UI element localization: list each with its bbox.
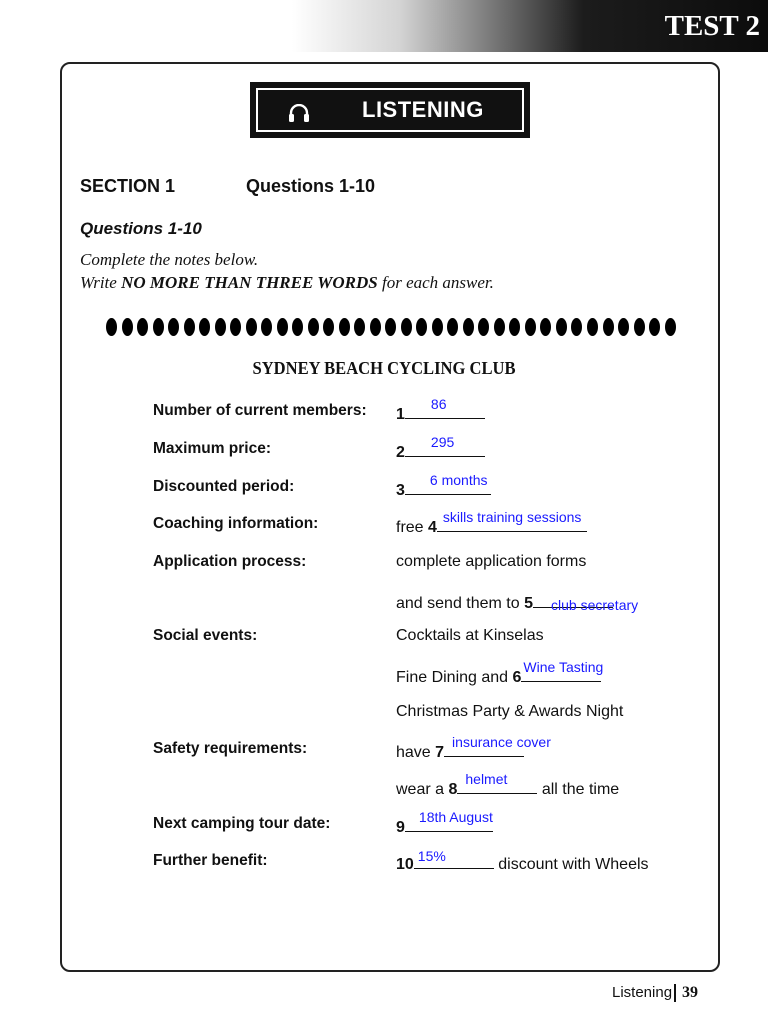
row-label-members: Number of current members: <box>153 402 367 419</box>
answer-row-3: 3 6 months <box>396 478 491 500</box>
divider-dot <box>106 318 117 336</box>
listening-label: LISTENING <box>362 97 484 122</box>
divider-dot <box>339 318 350 336</box>
listening-badge <box>250 82 530 138</box>
divider-dot <box>199 318 210 336</box>
divider-dot <box>665 318 676 336</box>
divider-dot <box>230 318 241 336</box>
row-label-benefit: Further benefit: <box>153 852 268 869</box>
divider-dot <box>137 318 148 336</box>
divider-dot <box>153 318 164 336</box>
divider-dot <box>354 318 365 336</box>
answer-row-7: have 7 insurance cover <box>396 734 551 761</box>
answer-blank-9[interactable] <box>405 809 493 832</box>
club-title: SYDNEY BEACH CYCLING CLUB <box>252 358 516 378</box>
answer-row-8: wear a 8 helmet all the time <box>396 771 620 798</box>
divider-dot <box>215 318 226 336</box>
section-label: SECTION 1 <box>80 176 176 196</box>
divider-dot <box>370 318 381 336</box>
page-number: 39 <box>682 984 699 1001</box>
divider-dot <box>494 318 505 336</box>
divider-dot <box>509 318 520 336</box>
answer-row-4: free 4 skills training sessions <box>396 515 587 537</box>
answer-row-10: 10 15% discount with Wheels <box>396 848 649 873</box>
divider-dot <box>478 318 489 336</box>
answer-2: 295 <box>430 434 455 450</box>
divider-dot <box>540 318 551 336</box>
divider-dot <box>525 318 536 336</box>
application-text: complete application forms <box>396 553 587 570</box>
divider-dot <box>168 318 179 336</box>
answer-9: 18th August <box>418 809 493 825</box>
divider-dot <box>292 318 303 336</box>
answer-blank-8[interactable] <box>457 771 537 794</box>
social-event-1: Cocktails at Kinselas <box>396 627 544 644</box>
divider-dot <box>556 318 567 336</box>
row-label-camping: Next camping tour date: <box>153 815 331 832</box>
answer-6: Wine Tasting <box>523 659 604 675</box>
answer-blank-1[interactable] <box>405 396 485 419</box>
divider-dot <box>432 318 443 336</box>
divider-dot <box>261 318 272 336</box>
divider-dot <box>618 318 629 336</box>
answer-row-1: 1 86 <box>396 402 485 424</box>
answer-row-9: 9 18th August <box>396 809 493 836</box>
answer-blank-3[interactable] <box>405 472 491 495</box>
answer-3: 6 months <box>429 472 488 488</box>
word-limit: NO MORE THAN THREE WORDS <box>121 273 378 292</box>
page-footer <box>612 984 698 1002</box>
footer-label: Listening <box>612 984 673 1001</box>
divider-dot <box>447 318 458 336</box>
answer-blank-2[interactable] <box>405 434 485 457</box>
answer-row-5: and send them to 5 club secretary <box>396 591 613 613</box>
divider-dot <box>603 318 614 336</box>
questions-subheading: Questions 1-10 <box>80 219 202 238</box>
questions-heading: Questions 1-10 <box>246 176 376 196</box>
answer-row-2: 2 295 <box>396 440 485 462</box>
divider-dot <box>323 318 334 336</box>
divider-dot <box>277 318 288 336</box>
divider-dot <box>401 318 412 336</box>
divider-dot <box>184 318 195 336</box>
answer-8: helmet <box>465 771 508 787</box>
answer-1: 86 <box>430 396 447 412</box>
divider-dot <box>416 318 427 336</box>
divider-dot <box>649 318 660 336</box>
divider-dot <box>634 318 645 336</box>
divider-dot <box>587 318 598 336</box>
answer-7: insurance cover <box>452 734 551 750</box>
row-label-coaching: Coaching information: <box>153 515 319 532</box>
test-label: TEST 2 <box>664 10 760 42</box>
divider-dot <box>385 318 396 336</box>
answer-blank-6[interactable] <box>521 659 604 682</box>
row-label-discounted-period: Discounted period: <box>153 478 295 495</box>
divider-dot <box>122 318 133 336</box>
row-label-price: Maximum price: <box>153 440 272 457</box>
answer-5: club secretary <box>551 597 639 613</box>
divider-dot <box>308 318 319 336</box>
instruction-line-1: Complete the notes below. <box>80 250 259 269</box>
divider-dot <box>246 318 257 336</box>
dot-divider <box>106 316 676 338</box>
answer-blank-5[interactable] <box>533 591 639 613</box>
headphones-icon <box>288 104 310 122</box>
answer-10: 15% <box>417 848 446 864</box>
divider-dot <box>571 318 582 336</box>
answer-row-6: Fine Dining and 6 Wine Tasting <box>396 659 604 686</box>
social-event-3: Christmas Party & Awards Night <box>396 703 624 720</box>
answer-blank-10[interactable] <box>414 848 494 869</box>
row-label-social: Social events: <box>153 627 258 644</box>
instruction-line-2: Write NO MORE THAN THREE WORDS for each answer. <box>80 273 494 292</box>
row-label-application: Application process: <box>153 553 307 570</box>
answer-4: skills training sessions <box>442 509 582 525</box>
row-label-safety: Safety requirements: <box>153 740 308 757</box>
divider-dot <box>463 318 474 336</box>
